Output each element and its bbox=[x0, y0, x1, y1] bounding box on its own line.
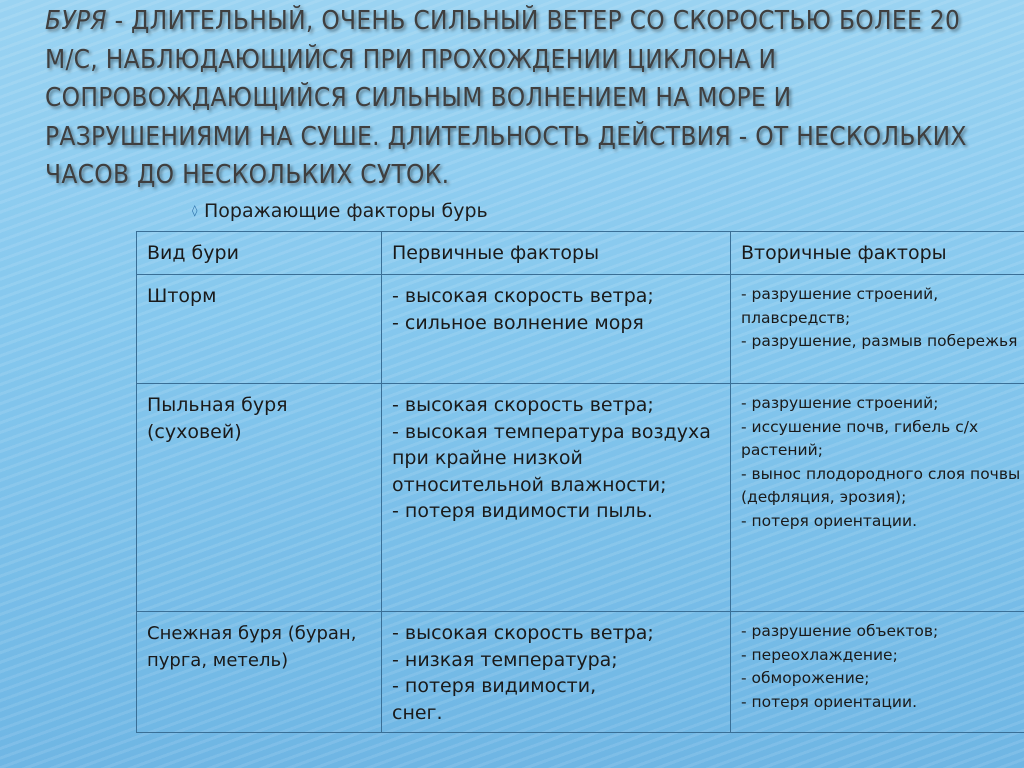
factor-item: - разрушение, размыв побережья bbox=[741, 332, 1018, 350]
factor-item: - высокая скорость ветра; bbox=[392, 285, 654, 307]
factor-item: - потеря ориентации. bbox=[741, 692, 918, 711]
table-header-row bbox=[137, 232, 1024, 275]
table-caption-text: Поражающие факторы бурь bbox=[204, 200, 488, 222]
storm-type: Шторм bbox=[137, 275, 382, 384]
secondary-factors bbox=[731, 275, 1024, 384]
factor-item: - высокая температура воздуха при крайне низкой относительной влажности; bbox=[392, 420, 711, 496]
storm-factors-table bbox=[136, 231, 1024, 733]
header-primary-factors: Первичные факторы bbox=[382, 232, 731, 275]
secondary-factors bbox=[731, 384, 1024, 612]
table-caption bbox=[192, 200, 488, 222]
factor-item: - потеря видимости пыль. bbox=[392, 500, 653, 522]
primary-factors bbox=[382, 612, 731, 733]
factor-item: - переохлаждение; bbox=[741, 645, 898, 664]
header-secondary-factors: Вторичные факторы bbox=[731, 232, 1024, 275]
factor-item: - иссушение почв, гибель с/х растений; bbox=[741, 417, 979, 459]
factor-item: - низкая температура; bbox=[392, 648, 618, 671]
primary-factors bbox=[382, 275, 731, 384]
factor-item: - разрушение строений; bbox=[741, 394, 939, 412]
primary-factors bbox=[382, 384, 731, 612]
factor-item: - разрушение объектов; bbox=[741, 622, 939, 640]
storm-type: Пыльная буря (суховей) bbox=[137, 384, 382, 612]
factor-item: - сильное волнение моря bbox=[392, 311, 644, 334]
factor-item: - обморожение; bbox=[741, 669, 870, 687]
storm-type: Снежная буря (буран, пурга, метель) bbox=[137, 612, 382, 733]
factor-item: - разрушение строений, плавсредств; bbox=[741, 285, 939, 327]
secondary-factors bbox=[731, 612, 1024, 733]
header-storm-type: Вид бури bbox=[137, 232, 382, 275]
factor-item: - высокая скорость ветра; bbox=[392, 394, 654, 416]
title-term: БУРЯ bbox=[45, 6, 107, 36]
table-row bbox=[137, 384, 1024, 612]
bullet-icon: ◊ bbox=[192, 204, 198, 217]
table-row bbox=[137, 612, 1024, 733]
slide-title bbox=[45, 2, 995, 195]
factor-item: - вынос плодородного слоя почвы (дефляция, эрозия); bbox=[741, 464, 1021, 506]
factor-item: - высокая скорость ветра; bbox=[392, 622, 654, 644]
table-row bbox=[137, 275, 1024, 384]
factor-item: - потеря видимости, bbox=[392, 675, 597, 697]
factor-item: снег. bbox=[392, 701, 443, 724]
title-definition: - ДЛИТЕЛЬНЫЙ, ОЧЕНЬ СИЛЬНЫЙ ВЕТЕР СО СКОРОСТЬЮ БОЛЕЕ 20 М/С, НАБЛЮДАЮЩИЙСЯ ПРИ ПРОХОЖДЕНИИ ЦИКЛОНА И СОПРОВОЖДАЮЩИЙСЯ СИЛЬНЫМ ВОЛНЕНИЕМ НА МОРЕ И РАЗРУШЕНИЯМИ НА СУШЕ. ДЛИТЕЛЬНОСТЬ ДЕЙСТВИЯ - ОТ НЕСКОЛЬКИХ ЧАСОВ ДО НЕСКОЛЬКИХ СУТОК. bbox=[45, 6, 967, 190]
factor-item: - потеря ориентации. bbox=[741, 511, 918, 530]
